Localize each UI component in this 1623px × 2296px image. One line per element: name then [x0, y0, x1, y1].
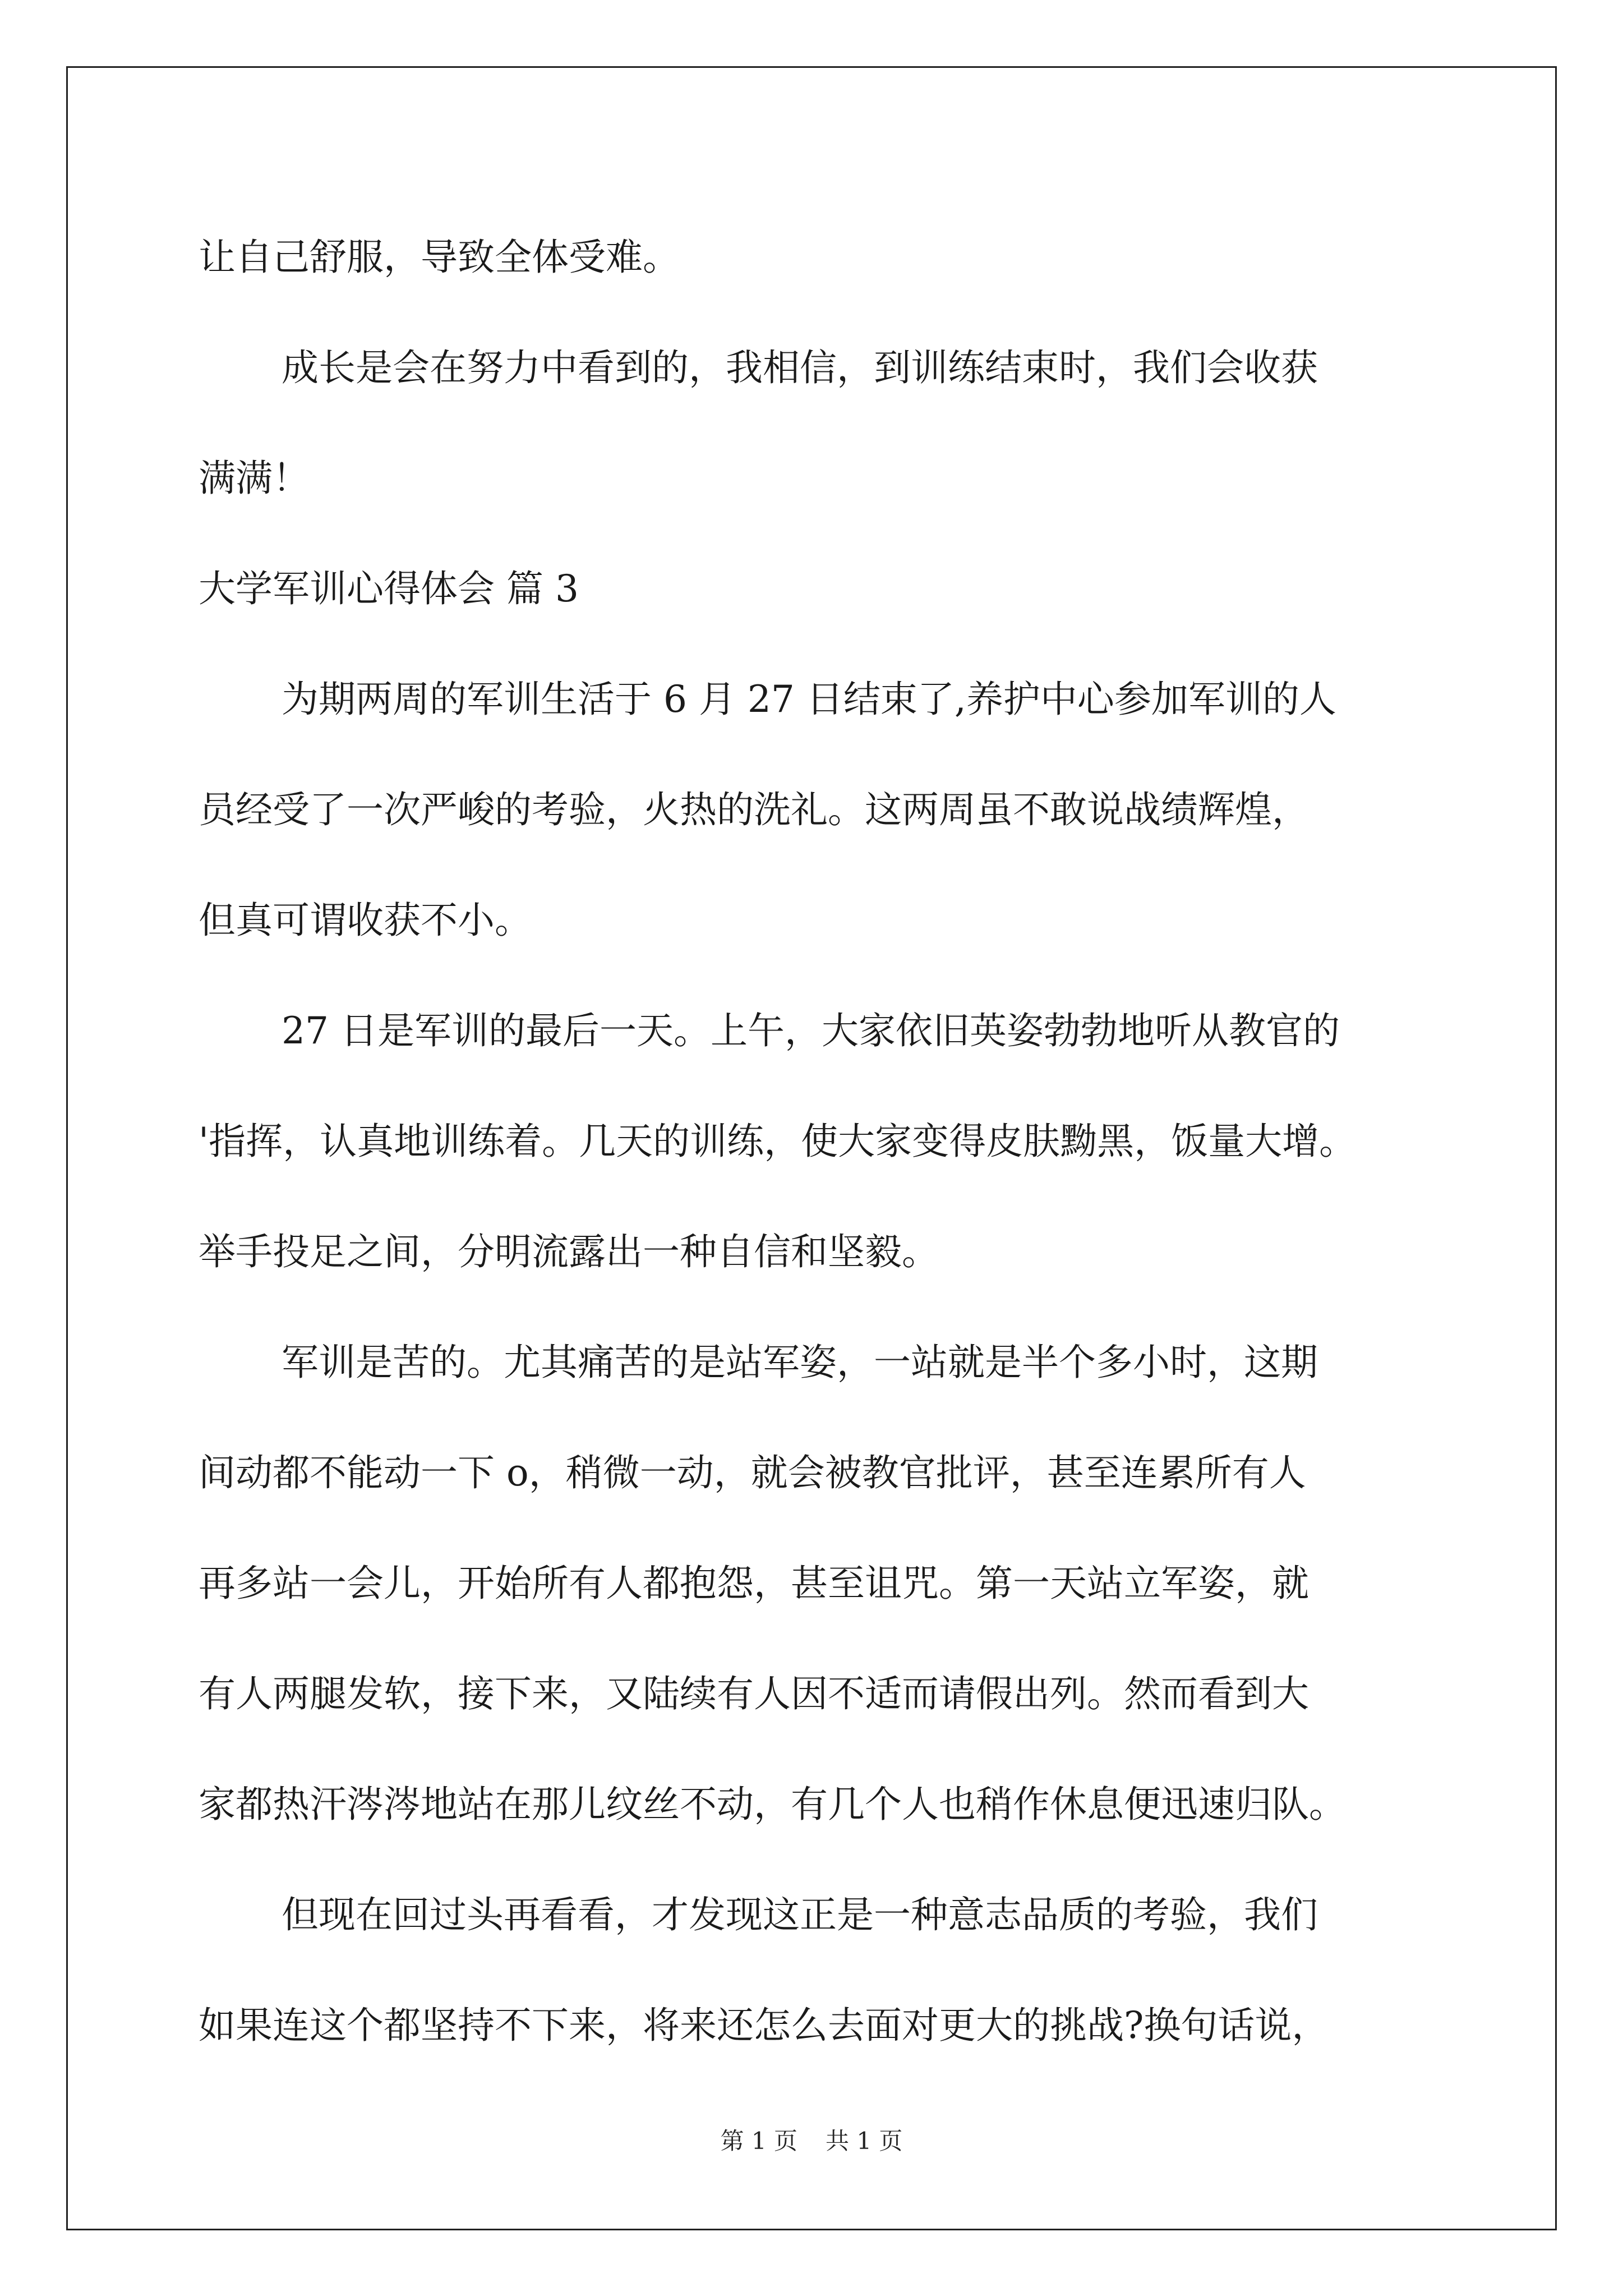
- section-heading: 大学军训心得体会 篇 3: [199, 567, 579, 610]
- text-line: 为期两周的军训生活于 6 月 27 日结束了,养护中心参加军训的人: [282, 678, 1336, 721]
- text-line: 员经受了一次严峻的考验，火热的洗礼。这两周虽不敢说战绩辉煌，: [199, 788, 1309, 831]
- text-line: 让自己舒服，导致全体受难。: [199, 236, 680, 279]
- text-line: '指挥，认真地训练着。几天的训练，使大家变得皮肤黝黑，饭量大增。: [199, 1120, 1357, 1163]
- document-body: [199, 202, 1432, 2081]
- text-line: 但现在回过头再看看，才发现这正是一种意志品质的考验，我们: [282, 1893, 1318, 1936]
- text-line: 再多站一会儿，开始所有人都抱怨，甚至诅咒。第一天站立军姿，就: [199, 1562, 1309, 1605]
- text-line: 家都热汗涔涔地站在那儿纹丝不动，有几个人也稍作休息便迅速归队。: [199, 1783, 1346, 1826]
- text-line: 成长是会在努力中看到的，我相信，到训练结束时，我们会收获: [282, 346, 1318, 389]
- page-total: 共 1 页: [826, 2127, 903, 2155]
- text-line: 如果连这个都坚持不下来，将来还怎么去面对更大的挑战?换句话说，: [199, 2004, 1329, 2047]
- text-line: 有人两腿发软，接下来，又陆续有人因不适而请假出列。然而看到大: [199, 1672, 1309, 1715]
- page-footer: [0, 2123, 1623, 2156]
- text-line: 27 日是军训的最后一天。上午，大家依旧英姿勃勃地听从教官的: [282, 1009, 1340, 1052]
- text-line: 满满！: [199, 457, 310, 500]
- page-number: 第 1 页: [720, 2127, 797, 2155]
- text-line: 军训是苦的。尤其痛苦的是站军姿，一站就是半个多小时，这期: [282, 1341, 1318, 1384]
- text-line: 举手投足之间，分明流露出一种自信和坚毅。: [199, 1230, 939, 1273]
- text-line: 间动都不能动一下 o，稍微一动，就会被教官批评，甚至连累所有人: [199, 1451, 1306, 1494]
- text-line: 但真可谓收获不小。: [199, 899, 532, 942]
